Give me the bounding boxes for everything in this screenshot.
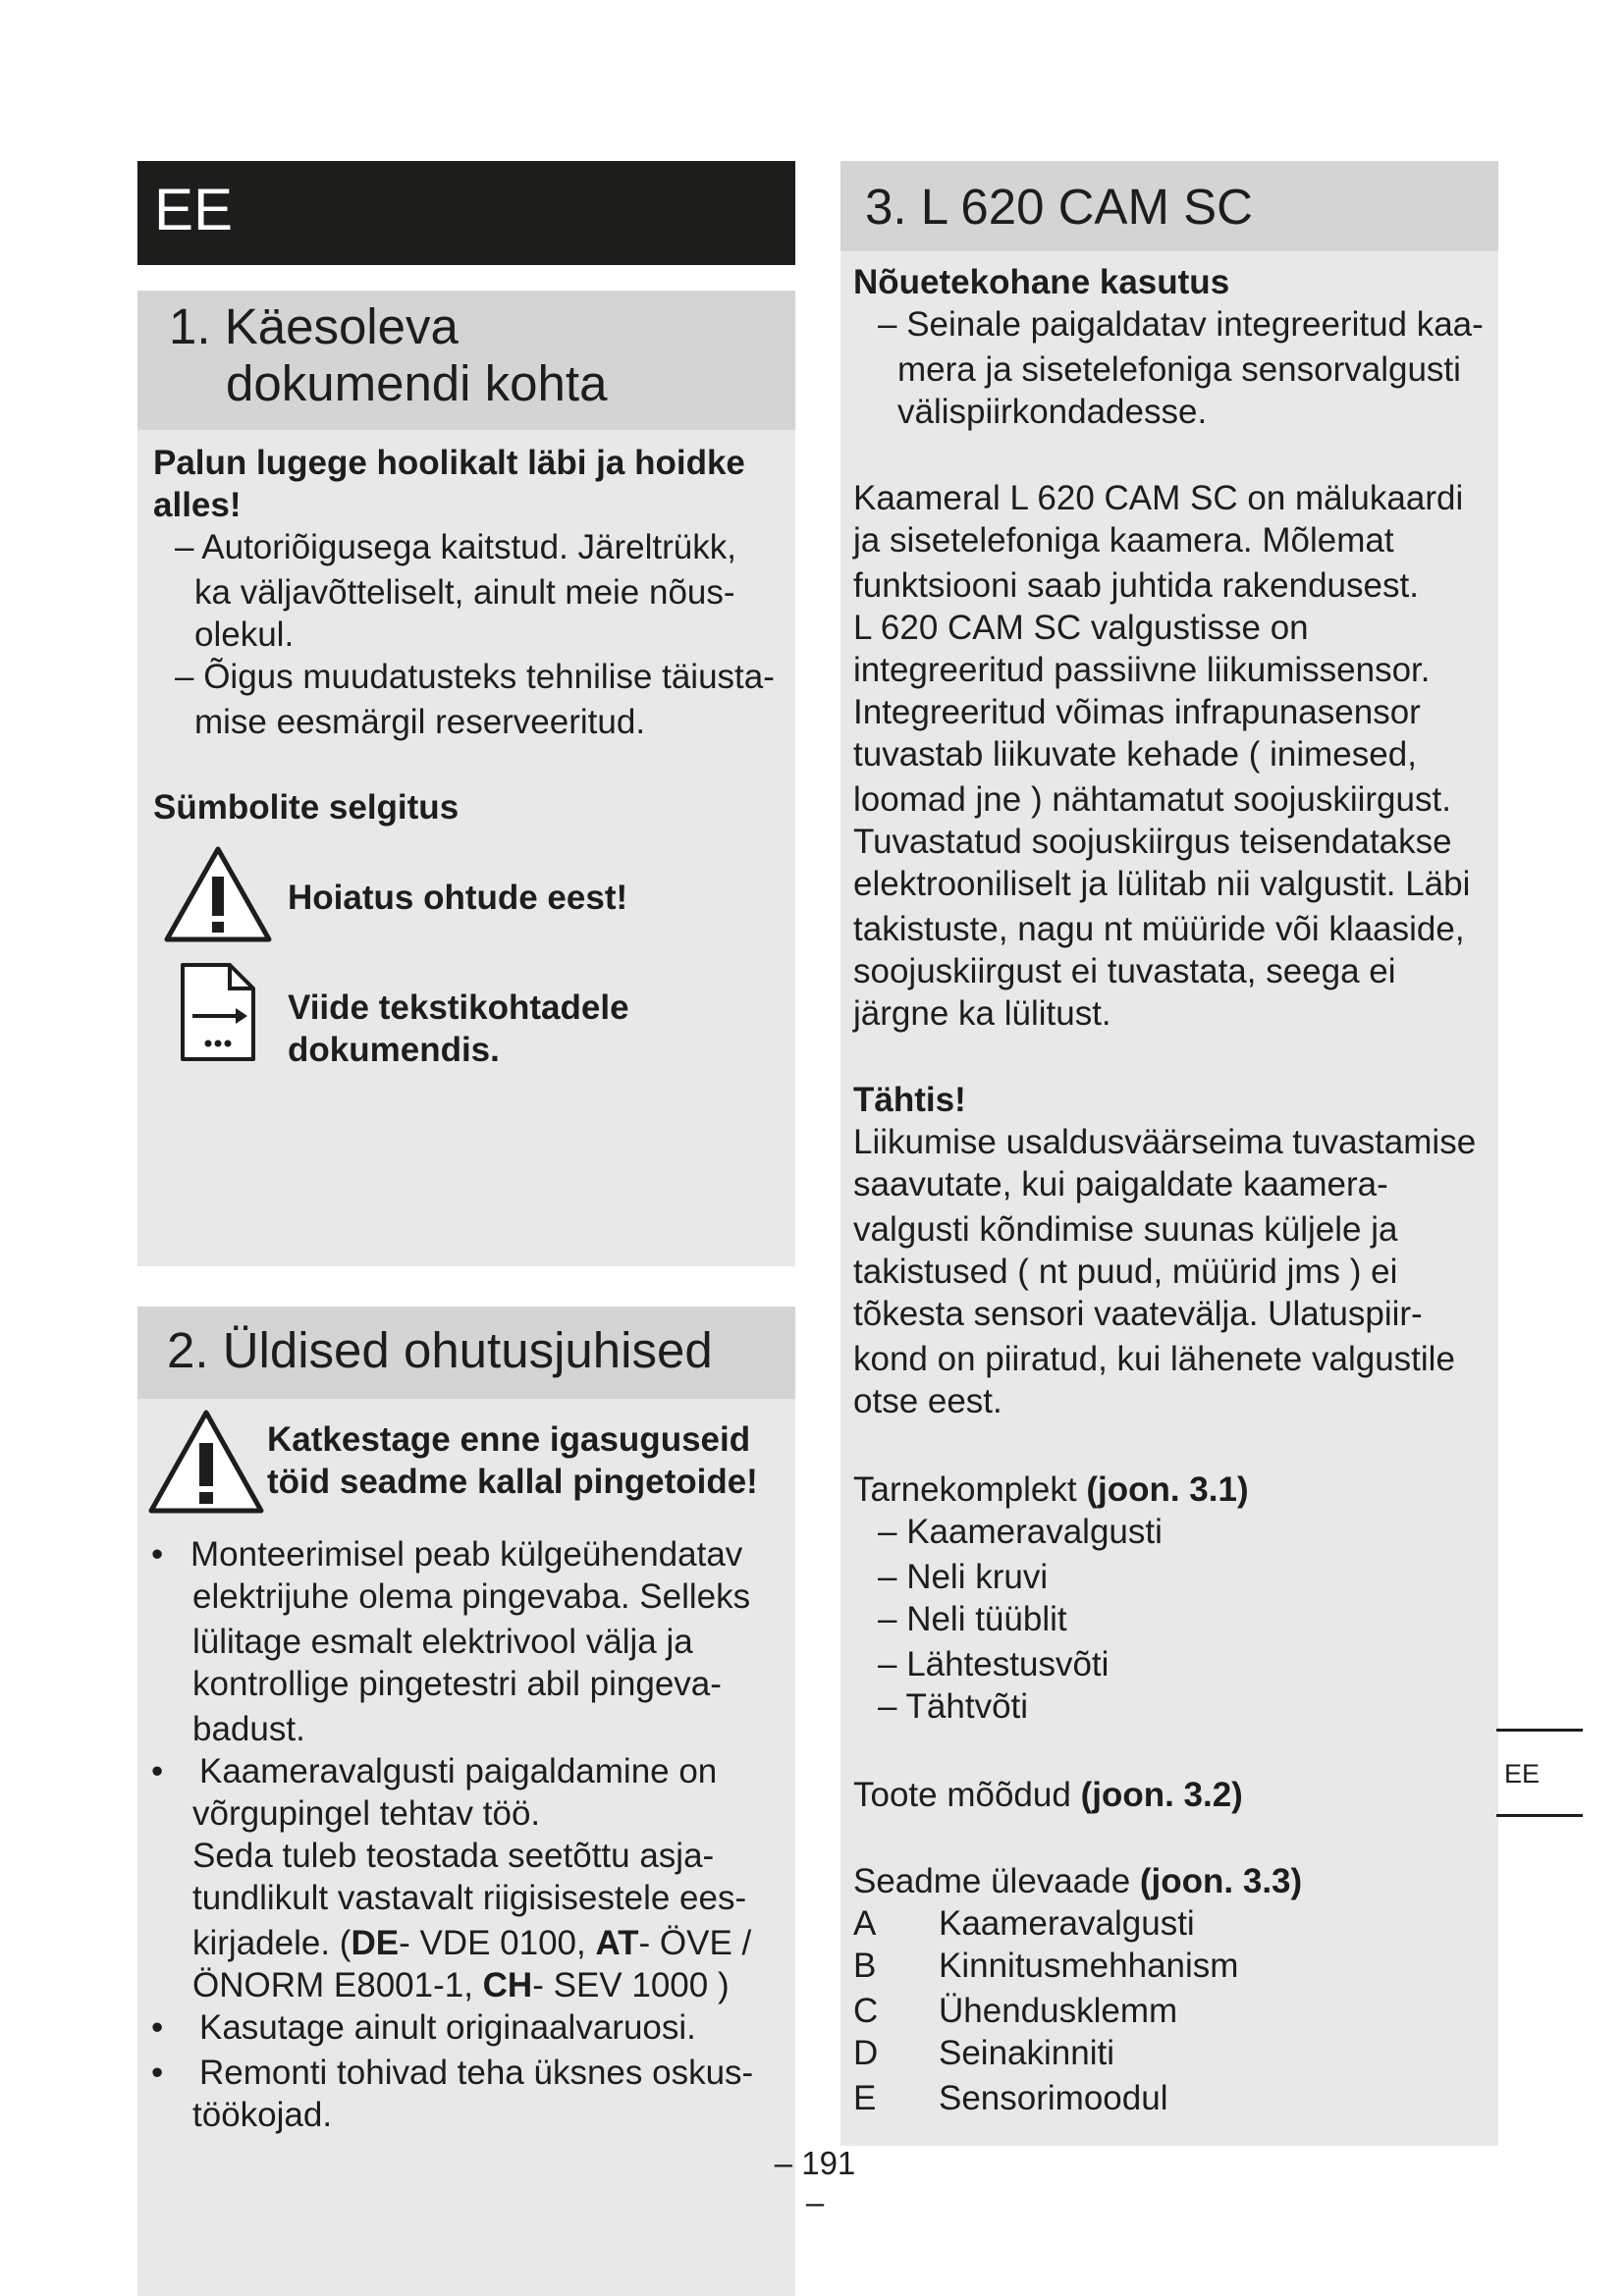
intro-line: Palun lugege hoolikalt läbi ja hoidke xyxy=(153,444,745,482)
bullet-text: töökojad. xyxy=(192,2096,333,2134)
important-line: tõkesta sensori vaatevälja. Ulatuspiir- xyxy=(853,1295,1423,1333)
delivery-item: – Lähtestusvõti xyxy=(878,1645,1110,1683)
delivery-item: – Neli tüüblit xyxy=(878,1600,1067,1638)
section-1-header xyxy=(137,291,795,430)
description-line: loomad jne ) nähtamatut soojuskiirgust. xyxy=(853,780,1451,819)
description-line: L 620 CAM SC valgustisse on xyxy=(853,609,1309,647)
description-line: takistuste, nagu nt müüride või klaaside, xyxy=(853,910,1465,948)
description-line: integreeritud passiivne liikumissensor. xyxy=(853,651,1431,689)
description-line: Kaameral L 620 CAM SC on mälukaardi xyxy=(853,479,1464,517)
bullet-text: kontrollige pingetestri abil pingeva- xyxy=(192,1665,722,1703)
delivery-item: – Tähtvõti xyxy=(878,1687,1029,1726)
bullet-text: tundlikult vastavalt riigisisestele ees- xyxy=(192,1879,747,1917)
description-line: Tuvastatud soojuskiirgus teisendatakse xyxy=(853,823,1452,861)
left-column xyxy=(137,161,795,2146)
warning-triangle-icon xyxy=(147,1409,265,1515)
delivery-item: – Kaameravalgusti xyxy=(878,1513,1163,1551)
reference-symbol-label: dokumendis. xyxy=(288,1031,500,1069)
important-heading: Tähtis! xyxy=(853,1081,966,1119)
delivery-heading: Tarnekomplekt (joon. 3.1) xyxy=(853,1470,1249,1509)
list-item: – Autoriõigusega kaitstud. Järeltrükk, xyxy=(175,528,736,566)
symbols-heading: Sümbolite selgitus xyxy=(153,788,460,827)
intro-line: alles! xyxy=(153,486,242,524)
bullet-text: Kasutage ainult originaalvaruosi. xyxy=(199,2008,696,2047)
bullet-text: Seda tuleb teostada seetõttu asja- xyxy=(192,1837,715,1875)
bullet-text: elektrijuhe olema pingevaba. Selleks xyxy=(192,1577,751,1616)
description-line: Integreeritud võimas infrapunasensor xyxy=(853,693,1421,731)
delivery-item: – Neli kruvi xyxy=(878,1558,1049,1596)
overview-part: Ühendusklemm xyxy=(939,1992,1178,2030)
norms-line: kirjadele. (DE- VDE 0100, AT- ÖVE / xyxy=(192,1924,752,1962)
bullet-dot: • xyxy=(151,1752,164,1790)
overview-letter: B xyxy=(853,1947,877,1985)
overview-part: Kaameravalgusti xyxy=(939,1904,1195,1943)
overview-letter: A xyxy=(853,1904,877,1943)
right-column xyxy=(840,161,1498,2146)
overview-part: Kinnitusmehhanism xyxy=(939,1947,1239,1985)
section-1-panel xyxy=(137,291,795,1266)
section-3-title: 3. L 620 CAM SC xyxy=(865,179,1253,235)
description-line: ja sisetelefoniga kaamera. Mõlemat xyxy=(853,521,1394,560)
section-3-header xyxy=(840,161,1498,251)
list-item-cont: olekul. xyxy=(194,615,295,654)
bullet-text: lülitage esmalt elektrivool välja ja xyxy=(192,1623,693,1661)
bullet-text: Kaameravalgusti paigaldamine on xyxy=(199,1752,718,1790)
description-line: tuvastab liikuvate kehade ( inimesed, xyxy=(853,735,1417,774)
bullet-dot: • xyxy=(151,2008,164,2047)
warning-symbol-label: Hoiatus ohtude eest! xyxy=(288,879,628,917)
overview-heading: Seadme ülevaade (joon. 3.3) xyxy=(853,1862,1303,1900)
intended-use-line: – Seinale paigaldatav integreeritud kaa- xyxy=(878,305,1484,344)
overview-part: Sensorimoodul xyxy=(939,2079,1168,2117)
language-label: EE xyxy=(154,177,234,242)
bullet-text: võrgupingel tehtav töö. xyxy=(192,1794,541,1833)
bullet-text: Monteerimisel peab külgeühendatav xyxy=(190,1535,743,1574)
overview-letter: E xyxy=(853,2079,877,2117)
overview-letter: D xyxy=(853,2034,879,2072)
description-line: elektrooniliselt ja lülitab nii valgustit. Läbi xyxy=(853,865,1471,903)
section-2-header xyxy=(137,1307,795,1399)
list-item-cont: mise eesmärgil reserveeritud. xyxy=(194,703,646,741)
reference-symbol-label: Viide tekstikohtadele xyxy=(288,988,629,1027)
important-line: takistused ( nt puud, müürid jms ) ei xyxy=(853,1253,1398,1291)
description-line: soojuskiirgust ei tuvastata, seega ei xyxy=(853,952,1396,990)
warning-triangle-icon xyxy=(163,845,273,943)
important-line: valgusti kõndimise suunas küljele ja xyxy=(853,1210,1398,1249)
page-number: – 191 – xyxy=(774,2145,856,2220)
language-header xyxy=(137,161,795,265)
document-reference-icon xyxy=(179,961,257,1063)
bullet-dot: • xyxy=(151,1535,164,1574)
important-line: saavutate, kui paigaldate kaamera- xyxy=(853,1165,1388,1203)
important-line: otse eest. xyxy=(853,1382,1002,1420)
safety-warning: Katkestage enne igasuguseid xyxy=(267,1420,751,1459)
bullet-text: Remonti tohivad teha üksnes oskus- xyxy=(199,2054,754,2092)
list-item-cont: ka väljavõtteliselt, ainult meie nõus- xyxy=(194,573,735,612)
important-line: Liikumise usaldusväärseima tuvastamise xyxy=(853,1123,1477,1161)
description-line: järgne ka lülitust. xyxy=(853,994,1111,1033)
important-line: kond on piiratud, kui lähenete valgustile xyxy=(853,1340,1455,1378)
overview-letter: C xyxy=(853,1992,879,2030)
bullet-text: badust. xyxy=(192,1710,305,1748)
section-1-title-line1: 1. Käesoleva xyxy=(169,298,459,354)
intended-use-line: välispiirkondadesse. xyxy=(897,393,1208,431)
list-item: – Õigus muudatusteks tehnilise täiusta- xyxy=(175,658,775,696)
bullet-dot: • xyxy=(151,2054,164,2092)
section-2-panel xyxy=(137,1307,795,2296)
dimensions-heading: Toote mõõdud (joon. 3.2) xyxy=(853,1776,1243,1814)
description-line: funktsiooni saab juhtida rakendusest. xyxy=(853,566,1419,605)
section-1-title-line2: dokumendi kohta xyxy=(226,355,608,411)
intended-use-line: mera ja sisetelefoniga sensorvalgusti xyxy=(897,350,1461,389)
section-2-title: 2. Üldised ohutusjuhised xyxy=(167,1322,713,1378)
side-tab-label: EE xyxy=(1504,1759,1541,1789)
norms-line: ÖNORM E8001-1, CH- SEV 1000 ) xyxy=(192,1966,730,2004)
intended-use-heading: Nõuetekohane kasutus xyxy=(853,263,1230,301)
safety-warning: töid seadme kallal pingetoide! xyxy=(267,1463,758,1501)
language-side-tab xyxy=(1496,1729,1583,1817)
overview-part: Seinakinniti xyxy=(939,2034,1114,2072)
